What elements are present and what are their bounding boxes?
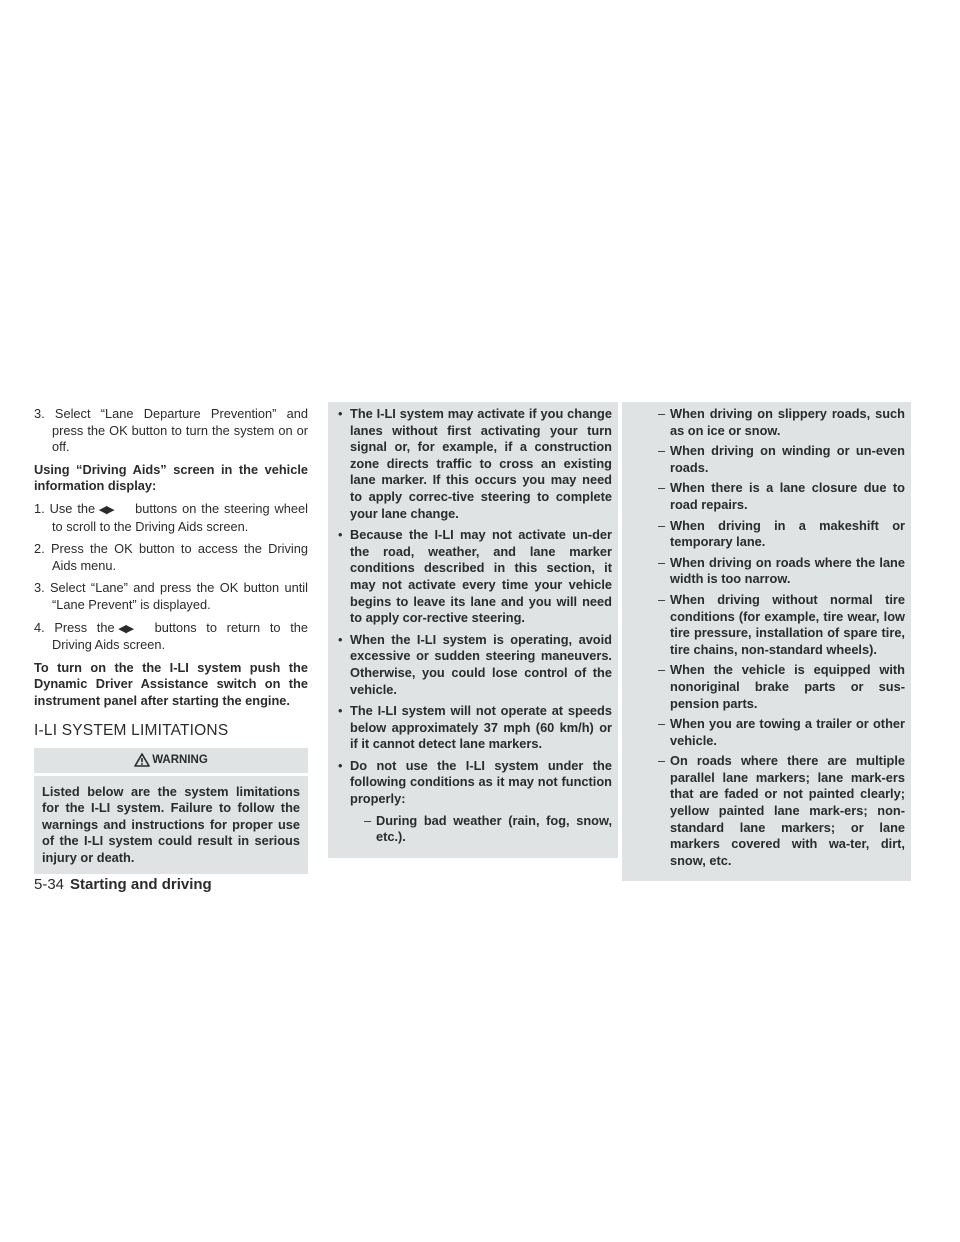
sub-item: [632, 753, 905, 869]
bullet-dot: •: [338, 757, 343, 773]
dash-mark: –: [658, 406, 666, 421]
sub-item-text: When driving on slippery roads, such as on ice or snow.: [670, 406, 905, 438]
step-1-use: [34, 501, 308, 535]
section-name: Starting and driving: [70, 876, 212, 893]
dash-mark: –: [658, 443, 666, 459]
step-1-use-end: buttons on the steering wheel to scroll to the Driving Aids screen.: [52, 500, 308, 534]
bullet-item: [338, 527, 612, 627]
step-3-lane-departure: 3. Select “Lane Departure Prevention” and press the OK button to turn the system on or off.: [34, 406, 308, 455]
sub-item: [632, 480, 905, 513]
sub-item: [632, 716, 905, 749]
sub-item-text: When the vehicle is equipped with nonoriginal brake parts or sus-pension parts.: [670, 662, 905, 711]
middle-column-warnings: [328, 402, 618, 858]
warning-label: WARNING: [152, 754, 208, 766]
bullet-text: When the I-LI system is operating, avoid excessive or sudden steering maneuvers. Otherwise, you could lose control of the vehicle.: [350, 631, 612, 697]
sub-item-text: When driving on winding or un-even roads.: [670, 443, 905, 475]
step-4-press-end: buttons to return to the Driving Aids screen.: [52, 619, 308, 653]
sub-item-text: During bad weather (rain, fog, snow, etc.).: [376, 812, 612, 845]
bullet-dot: •: [338, 631, 343, 647]
dash-mark: –: [658, 480, 666, 496]
sub-item-text: When driving in a makeshift or temporary lane.: [670, 517, 905, 550]
sub-item: [632, 592, 905, 658]
sub-item: [632, 555, 905, 588]
sub-item-text: When driving without normal tire conditions (for example, tire wear, low tire pressure, installation of spare tire, tire chains, non-standard wheels).: [670, 591, 905, 657]
dash-mark: –: [658, 662, 666, 678]
dash-mark: –: [658, 716, 666, 732]
sub-item: [632, 662, 905, 712]
bullet-text: The I-LI system will not operate at speeds below approximately 37 mph (60 km/h) or if it cannot detect lane markers.: [350, 703, 612, 752]
using-driving-aids-heading: Using “Driving Aids” screen in the vehicle information display:: [34, 461, 308, 494]
sub-item: [632, 443, 905, 476]
right-column-conditions: [622, 402, 911, 881]
bullet-dot: •: [338, 406, 343, 421]
bullet-text: Do not use the I-LI system under the following conditions as it may not function properly:: [350, 757, 612, 807]
dash-mark: –: [658, 753, 666, 769]
turn-on-instruction: To turn on the the I-LI system push the Dynamic Driver Assistance switch on the instrument panel after starting the engine.: [34, 659, 308, 708]
dash-mark: –: [658, 554, 666, 570]
sub-item-text: When there is a lane closure due to road repairs.: [670, 480, 905, 512]
dash-mark: –: [364, 812, 372, 828]
bullet-item: [338, 632, 612, 698]
warning-header: [34, 748, 308, 773]
sub-item-text: On roads where there are multiple parallel lane markers; lane mark-ers that are faded or not painted clearly; yellow painted lane mark-ers; non-standard lane markers; or lane markers covered with wa-ter, dirt, snow, etc.: [670, 753, 905, 868]
sub-item: [632, 518, 905, 551]
warning-text: Listed below are the system limitations for the I-LI system. Failure to follow the warnings and instructions for proper use of the I-LI system could result in serious injury or death.: [34, 776, 308, 875]
left-column: [34, 406, 308, 874]
section-title: I-LI SYSTEM LIMITATIONS: [34, 721, 229, 739]
step-4-press: [34, 620, 308, 654]
step-3-select-lane: 3. Select “Lane” and press the OK button until “Lane Prevent” is displayed.: [34, 580, 308, 612]
step-4-press-start: 4. Press the: [34, 619, 115, 635]
bullet-dot: •: [338, 703, 343, 719]
left-right-arrows-icon: ◀▶: [98, 503, 114, 516]
bullet-item: [338, 703, 612, 753]
step-2-press-ok: 2. Press the OK button to access the Driving Aids menu.: [34, 541, 308, 573]
page-footer: [34, 876, 212, 893]
bullet-text: The I-LI system may activate if you change lanes without first activating your turn signal or, for example, if a construction zone directs traffic to cross an existing lane marker. If this occurs you may need to apply correc-tive steering to complete your lane change.: [350, 406, 612, 521]
sub-item-text: When driving on roads where the lane width is too narrow.: [670, 554, 905, 587]
sub-item: [632, 406, 905, 439]
page-number: 5-34: [34, 876, 65, 893]
bullet-dot: •: [338, 527, 343, 543]
dash-mark: –: [658, 517, 666, 533]
sub-item-text: When you are towing a trailer or other vehicle.: [670, 716, 905, 748]
dash-mark: –: [658, 591, 666, 607]
sub-item: [338, 813, 612, 846]
bullet-item: [338, 758, 612, 808]
bullet-item: [338, 406, 612, 522]
left-right-arrows-icon: ◀▶: [118, 622, 134, 635]
warning-triangle-icon: [134, 753, 150, 767]
step-1-use-start: 1. Use the: [34, 500, 96, 516]
bullet-text: Because the I-LI may not activate un-der the road, weather, and lane marker conditions described in this section, it may not activate every time your vehicle begins to leave its lane and you will need to apply cor-rective steering.: [350, 527, 612, 626]
